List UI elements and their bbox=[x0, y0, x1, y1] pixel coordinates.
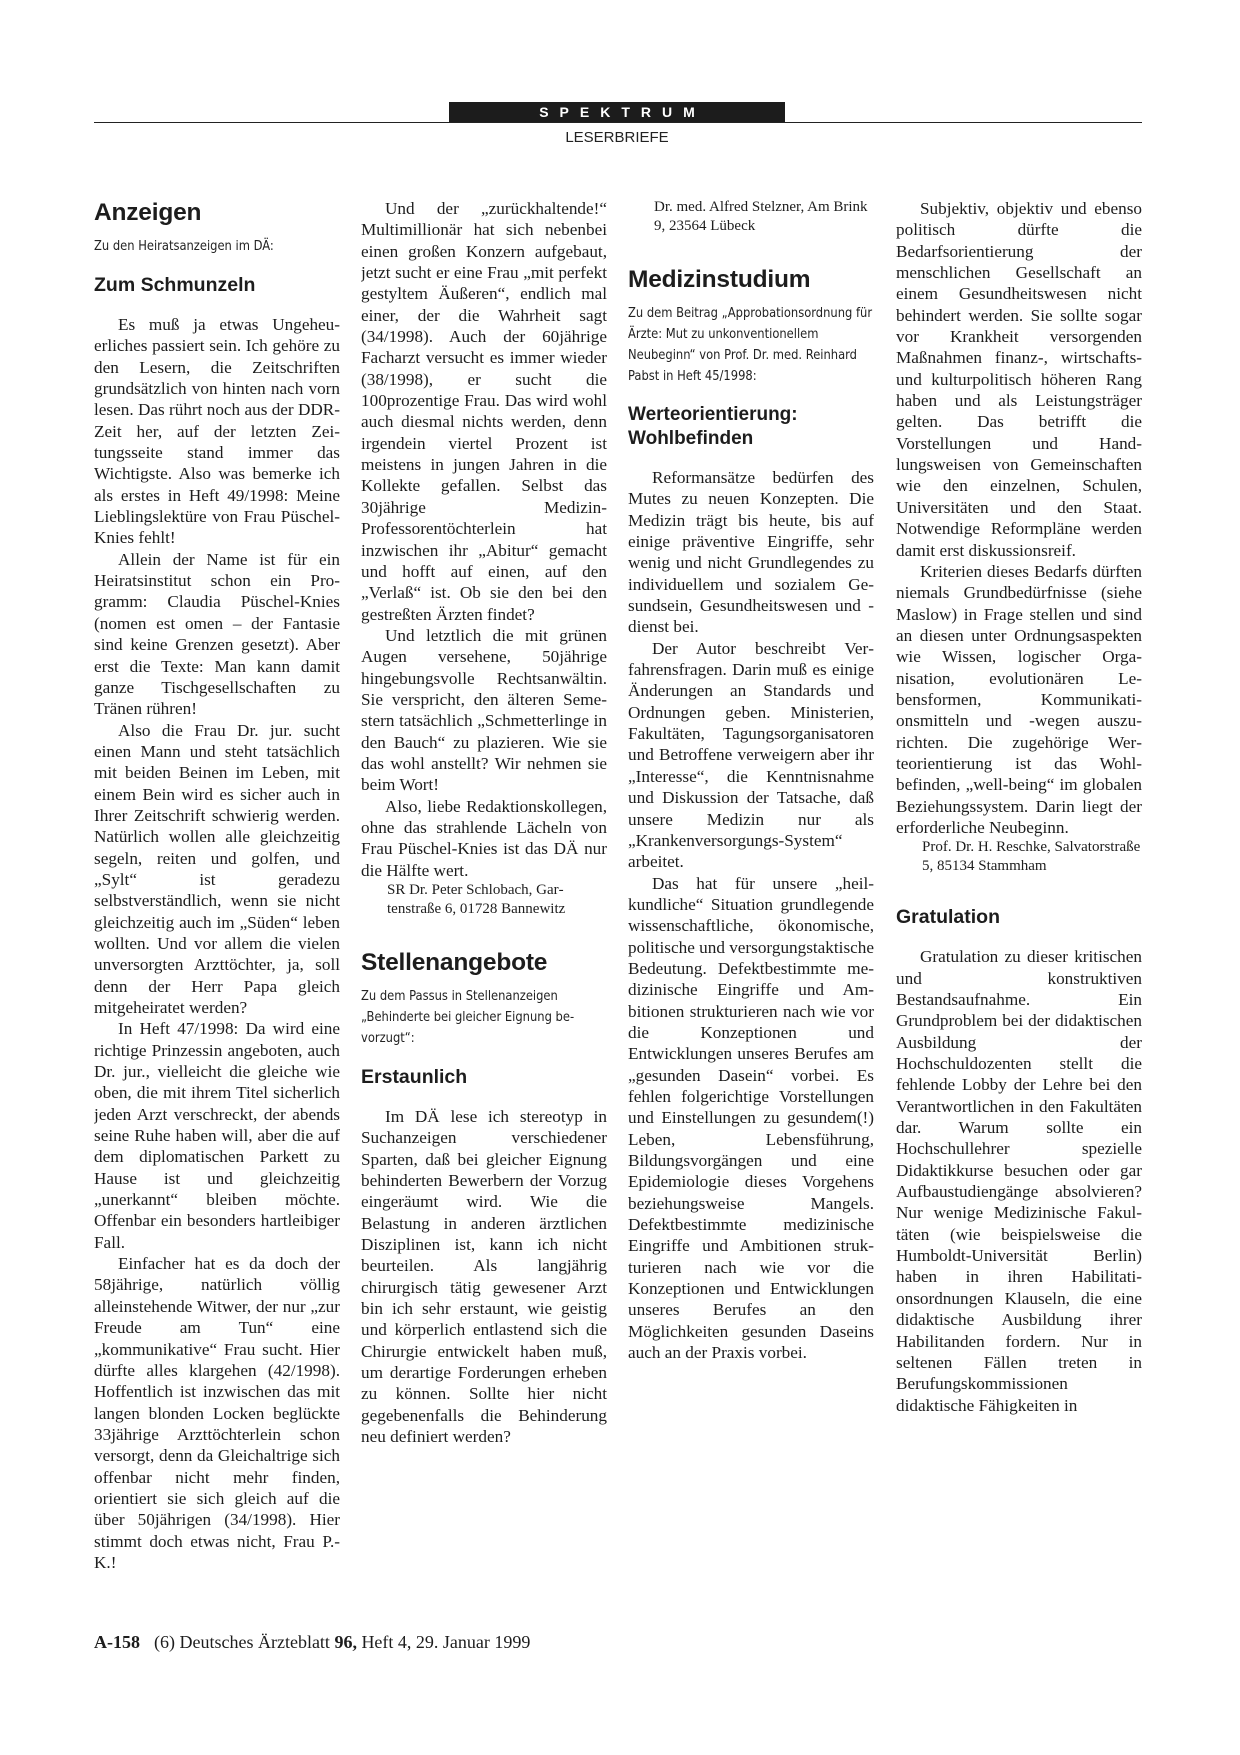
letter-title-zum-schmunzeln: Zum Schmunzeln bbox=[94, 274, 256, 296]
paragraph: Der Autor beschreibt Verfahrensfragen. Darin muß es einige Änderungen an Standards und Ordnungen geben. Ministerien, Fakultäten, Tagungsorganisatoren und Betroffene verweigern aber ihr „Interesse“, die Kenntnisnahme und Diskussion der Tatsache, daß unsere Medizin nur als „Krankenversorgungs-System“ arbeitet. bbox=[628, 638, 874, 872]
article-title-medizinstudium: Medizinstudium bbox=[628, 266, 811, 293]
paragraph: Und letztlich die mit grünen Augen versehene, 50jährige hingebungsvolle Rechtsanwältin. Sie verspricht, den älteren Semestern tatsächlich „Schmetterlinge in den Bauch“ zu plazieren. Wie sie das wohl anstellt? Wir nehmen sie beim Wort! bbox=[361, 625, 607, 795]
paragraph: In Heft 47/1998: Da wird eine richtige Prinzessin angeboten, auch Dr. jur., vielleicht die gleiche wie oben, die mit ihrem Titel sicherlich jeden Arzt verschreckt, der abends seine Ruhe haben will, aber die auf dem diplomatischen Parkett zu Hause ist und gleichzeitig „unerkannt“ bleiben möchte. Offenbar ein besonders hartleibiger Fall. bbox=[94, 1019, 340, 1252]
letter-title-werteorientierung: Werteorientierung: Wohlbefinden bbox=[628, 404, 798, 449]
paragraph: Also die Frau Dr. jur. sucht einen Mann und steht tatsächlich mit beiden Beinen im Leben, mit einem Bein wird es sicher auch in Ihrer Zeitschrift schwierig werden. Natürlich wollen alle gleichzeitig segeln, reiten und golfen, und „Sylt“ ist geradezu selbstverständlich, wenn sie nicht gleichzeitig auch im „Süden“ leben wollten. Und vor allem die vielen unversorgten Arzttöchter, ja, soll denn der Herr Papa gleich mitgeheiratet werden? bbox=[94, 720, 340, 1017]
paragraph: Allein der Name ist für ein Heiratsinstitut schon ein Programm: Claudia Püschel-Knies (nomen est omen – der Fantasie sind keine Grenzen gesetzt). Aber erst die Texte: Man kann damit ganze Tischgesellschaften zu Tränen rühren! bbox=[94, 549, 340, 719]
paragraph: Einfacher hat es da doch der 58jährige, natürlich völlig alleinstehende Witwer, der nur „zur Freude am Tun“ eine „kommunikative“ Frau sucht. Hier dürfte alles klargehen (42/1998). Hoffentlich ist inzwischen das mit langen blonden Locken beglückte 33jährige Arzttöchterlein schon versorgt, denn da Gleichaltrige sich offenbar nicht mehr finden, orientiert sie sich gleich auf die über 50jährigen (34/1998). Hier stimmt doch etwas nicht, Frau P.-K.! bbox=[94, 1254, 340, 1572]
paragraph: Und der „zurückhaltende!“ Multimillionär hat sich nebenbei einen großen Konzern aufgebaut, jetzt sucht er eine Frau „mit perfekt gestyltem Äußeren“, endlich mal einer, der die Wahrheit sagt (34/1998). Auch der 60jährige Facharzt versucht es immer wieder (38/1998), er sucht die 100prozentige Frau. Das wird wohl auch diesmal nichts werden, denn irgendein viertel Prozent ist meistens in jungen Jahren in die Kollekte gefallen. Selbst das 30jährige Medizin-Professorentöchterlein hat inzwischen ihr „Abitur“ gemacht und hofft auf einen, auf den „Verlaß“ ist. Ob sie den bei den gestreßten Ärzten findet? bbox=[361, 199, 607, 624]
signature-stelzner: Dr. med. Alfred Stelzner, Am Brink 9, 23564 Lübeck bbox=[654, 199, 868, 234]
column-2 bbox=[361, 198, 607, 1618]
column-4 bbox=[896, 198, 1142, 1618]
signature-schlobach: SR Dr. Peter Schlobach, Gartenstraße 6, 01728 Bannewitz bbox=[387, 882, 566, 917]
page-number: A-158 bbox=[94, 1632, 140, 1652]
footer-volume: 96, bbox=[334, 1632, 357, 1652]
article-intro-stellenangebote: Zu dem Passus in Stellenanzeigen „Behinderte bei gleicher Eignung bevorzugt“: bbox=[361, 989, 575, 1046]
letter-title-gratulation: Gratulation bbox=[896, 906, 1001, 929]
column-1 bbox=[94, 198, 340, 1618]
signature-reschke: Prof. Dr. H. Reschke, Salvatorstraße 5, 85134 Stammham bbox=[922, 839, 1141, 874]
article-title-anzeigen: Anzeigen bbox=[94, 199, 202, 226]
column-3 bbox=[628, 198, 874, 1618]
article-title-stellenangebote: Stellenangebote bbox=[361, 949, 548, 976]
paragraph: Das hat für unsere „heilkundliche“ Situation grundlegende wissenschaftliche, ökonomische, politische und versorgungstaktische Bedeutung. Defektbestimmte medizinische Eingriffe und Ambitionen strukturieren nach wie vor die Konzeptionen und Entwicklungen unseres Berufes am „gesunden Dasein“ vorbei. Es fehlen folgerichtige Vorstellungen und Einstellungen zu gesundem(!) Leben, Lebensführung, Bildungsvorgängen und eine Epidemiologie dieses Vorgehens beziehungsweise Mangels. Defektbestimmte medizinische Eingriffe und Ambitionen strukturieren nach wie vor die Konzeptionen und Entwicklungen unseres Berufes an den Möglichkeiten gesunden Daseins auch an der Praxis vorbei. bbox=[628, 873, 874, 1363]
paragraph: Also, liebe Redaktionskollegen, ohne das strahlende Lächeln von Frau Püschel-Knies ist das DÄ nur die Hälfte wert. bbox=[361, 796, 607, 880]
article-intro-medizinstudium: Zu dem Beitrag „Approbationsordnung für Ärzte: Mut zu unkonventionellem Neubeginn“ von Prof. Dr. med. Reinhard Pabst in Heft 45/1998: bbox=[628, 306, 873, 384]
article-intro-anzeigen: Zu den Heiratsanzeigen im DÄ: bbox=[94, 239, 274, 254]
paragraph: Kriterien dieses Bedarfs dürften niemals Grundbedürfnisse (siehe Maslow) in Frage stellen und sind an diesen unter Ordnungsaspekten wie Wissen, logischer Organisation, evolutionären Lebensformen, Kommunikationsmitteln und -wegen auszurichten. Die zugehörige Werteorientierung ist das Wohlbefinden, „well-being“ im globalen Beziehungssystem. Darin liegt der erforderliche Neubeginn. bbox=[896, 561, 1142, 837]
paragraph: Es muß ja etwas Ungeheuerliches passiert sein. Ich gehöre zu den Lesern, die Zeitschriften grundsätzlich von hinten nach vorn lesen. Das rührt noch aus der DDR-Zeit her, auf der letzten Zeitungsseite stand immer das Wichtigste. Also was bemerke ich als erstes in Heft 49/1998: Meine Lieblingslektüre von Frau Püschel-Knies fehlt! bbox=[94, 315, 340, 548]
footer-citation-post: Heft 4, 29. Januar 1999 bbox=[356, 1632, 531, 1652]
paragraph: Subjektiv, objektiv und ebenso politisch dürfte die Bedarfsorientierung der menschlichen Gesellschaft an einem Gesundheitswesen nicht behindert werden. Sie sollte sogar vor Krankheit versorgenden Maßnahmen finanz-, wirtschafts- und kulturpolitisch höheren Rang haben und als Leistungsträger gelten. Das betrifft die Vorstellungen und Handlungsweisen von Gemeinschaften wie den einzelnen, Schulen, Universitäten und den Staat. Notwendige Reformpläne werden damit erst diskussionsreif. bbox=[896, 199, 1142, 560]
footer-citation-pre: (6) Deutsches Ärzteblatt bbox=[154, 1632, 335, 1652]
masthead-rule bbox=[94, 122, 1142, 123]
letter-title-erstaunlich: Erstaunlich bbox=[361, 1066, 468, 1088]
paragraph: Reformansätze bedürfen des Mutes zu neuen Konzepten. Die Medizin trägt bis heute, bis auf einige präventive Eingriffe, sehr wenig und nicht Grundlegendes zu individuellem und sozialem Gesundsein, Gesundheitswesen und -dienst bei. bbox=[628, 468, 874, 637]
page-footer bbox=[94, 1632, 530, 1653]
paragraph: Im DÄ lese ich stereotyp in Suchanzeigen verschiedener Sparten, daß bei gleicher Eignung behinderten Bewerbern der Vorzug eingeräumt wird. Wie die Belastung in anderen ärztlichen Disziplinen ist, kann ich nicht beurteilen. Als langjährig chirurgisch tätig gewesener Arzt bin ich sehr erstaunt, wie geistig und körperlich entlastend sich die Chirurgie entwickelt haben muß, um derartige Forderungen erheben zu können. Sollte hier nicht gegebenenfalls die Behinderung neu definiert werden? bbox=[361, 1107, 607, 1447]
section-label: LESERBRIEFE bbox=[565, 129, 669, 146]
paragraph: Gratulation zu dieser kritischen und konstruktiven Bestandsaufnahme. Ein Grundproblem bei der didaktischen Ausbildung der Hochschuldozenten stellt die fehlende Lobby der Lehre bei den Verantwortlichen in den Fakultäten dar. Warum sollte ein Hochschullehrer spezielle Didaktikkurse besuchen oder gar Aufbaustudiengänge absolvieren? Nur wenige Medizinische Fakultäten (wie beispielsweise die Humboldt-Universität Berlin) haben in ihren Habilitationsordnungen Klauseln, die eine didaktische Ausbildung ihrer Habilitanden fordern. Nur in seltenen Fällen treten in Berufungskommissionen didaktische Fähigkeiten in bbox=[896, 947, 1142, 1415]
section-band: SPEKTRUM bbox=[449, 102, 785, 123]
